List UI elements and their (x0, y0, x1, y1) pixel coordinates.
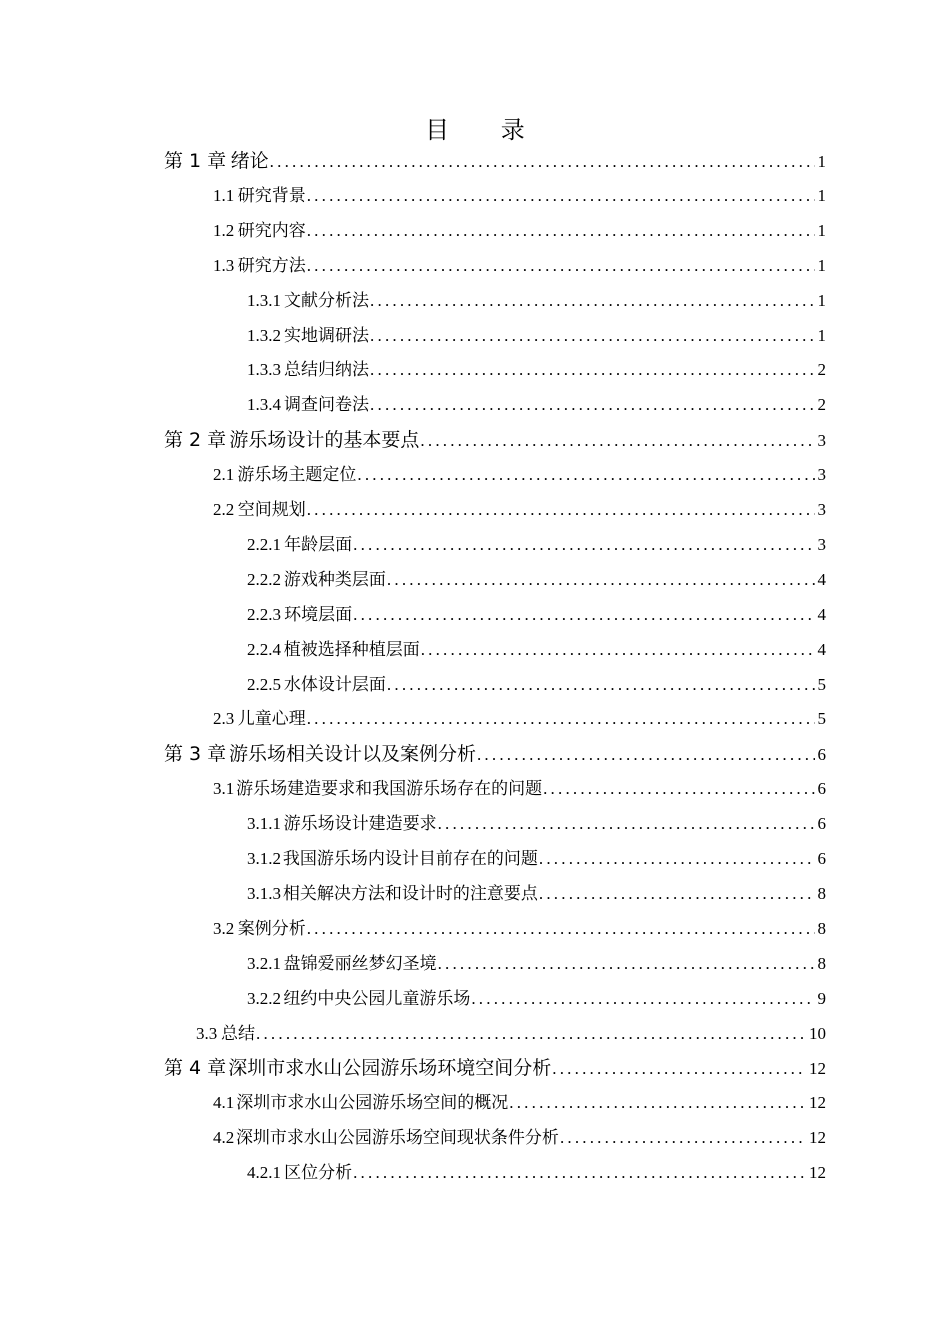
dot-leader (438, 954, 815, 973)
toc-entry-page: 1 (817, 186, 826, 205)
toc-entry[interactable] (247, 530, 826, 554)
dot-leader (357, 465, 814, 484)
toc-entry[interactable] (213, 704, 826, 728)
toc-entry-page: 6 (817, 745, 826, 764)
toc-entry[interactable] (196, 1019, 826, 1043)
toc-entry-page: 3 (817, 465, 826, 484)
dot-leader (370, 326, 814, 345)
toc-entry-number: 1.3 (213, 256, 235, 275)
toc-entry-number: 4.2 (213, 1128, 235, 1147)
toc-entry-title: 游乐场设计的基本要点 (229, 429, 420, 451)
toc-entry[interactable] (213, 460, 826, 484)
dot-leader (421, 640, 815, 659)
toc-entry-title: 文献分析法 (284, 291, 370, 310)
dot-leader (387, 675, 815, 694)
toc-entry-number: 3.3 (196, 1024, 218, 1043)
dot-leader (307, 186, 815, 205)
toc-entry-title: 区位分析 (284, 1163, 353, 1182)
toc-entry[interactable] (164, 1053, 826, 1079)
toc-entry-number: 3.2.2 (247, 989, 281, 1008)
dot-leader (509, 1093, 806, 1112)
toc-entry-number: 3.2 (213, 919, 235, 938)
toc-entry[interactable] (247, 879, 826, 903)
dot-leader (552, 1059, 806, 1079)
toc-entry[interactable] (164, 425, 826, 451)
toc-entry-page: 12 (809, 1059, 826, 1078)
toc-entry-number: 1.1 (213, 186, 235, 205)
dot-leader (438, 814, 815, 833)
toc-entry-title: 水体设计层面 (283, 675, 386, 694)
toc-entry[interactable] (247, 355, 826, 379)
toc-entry[interactable] (164, 739, 826, 765)
toc-entry-title: 绪论 (230, 150, 269, 172)
toc-entry-title: 我国游乐场内设计目前存在的问题 (282, 849, 538, 868)
toc-entry-page: 2 (817, 395, 826, 414)
toc-entry-number: 1.3.1 (247, 291, 281, 310)
toc-entry-page: 1 (817, 291, 826, 310)
toc-entry-page: 6 (817, 779, 826, 798)
toc-entry-title: 游乐场设计建造要求 (283, 814, 437, 833)
toc-entry-title: 深圳市求水山公园游乐场环境空间分析 (228, 1057, 552, 1079)
toc-entry-title: 年龄层面 (284, 535, 353, 554)
dot-leader (270, 152, 815, 172)
toc-entry-number: 2.2 (213, 500, 235, 519)
toc-entry[interactable] (247, 321, 826, 345)
toc-entry-page: 8 (817, 954, 826, 973)
dot-leader (471, 989, 814, 1008)
toc-entry-number: 3.1.2 (247, 849, 281, 868)
toc-entry-number: 1.3.4 (247, 395, 281, 414)
toc-entry-number: 第 2 章 (164, 429, 227, 451)
toc-entry-number: 2.1 (213, 465, 235, 484)
dot-leader (307, 221, 815, 240)
toc-entry-number: 3.2.1 (247, 954, 281, 973)
dot-leader (353, 535, 814, 554)
toc-entry[interactable] (247, 1158, 826, 1182)
toc-entry[interactable] (213, 1088, 826, 1112)
toc-entry[interactable] (247, 390, 826, 414)
toc-entry-number: 1.3.3 (247, 360, 281, 379)
toc-entry-page: 12 (809, 1163, 826, 1182)
toc-entry[interactable] (247, 949, 826, 973)
toc-entry-page: 3 (817, 431, 826, 450)
toc-entry[interactable] (213, 251, 826, 275)
dot-leader (387, 570, 815, 589)
toc-entry-title: 儿童心理 (237, 709, 306, 728)
toc-entry-page: 6 (817, 814, 826, 833)
toc-entry-title: 纽约中央公园儿童游乐场 (283, 989, 471, 1008)
toc-entry-title: 植被选择种植层面 (283, 640, 420, 659)
toc-entry[interactable] (213, 495, 826, 519)
toc-entry-number: 2.2.4 (247, 640, 281, 659)
toc-entry-page: 1 (817, 152, 826, 171)
toc-entry-page: 1 (817, 221, 826, 240)
dot-leader (370, 395, 814, 414)
toc-entry-number: 3.1.3 (247, 884, 281, 903)
toc-entry[interactable] (213, 914, 826, 938)
toc-entry-title: 环境层面 (284, 605, 353, 624)
toc-entry-page: 10 (809, 1024, 826, 1043)
toc-entry-title: 案例分析 (237, 919, 306, 938)
dot-leader (539, 884, 815, 903)
dot-leader (307, 709, 815, 728)
toc-entry-page: 3 (817, 535, 826, 554)
toc-entry-page: 4 (817, 570, 826, 589)
toc-entry-number: 3.1.1 (247, 814, 281, 833)
toc-entry-page: 4 (817, 605, 826, 624)
dot-leader (307, 919, 815, 938)
toc-entry-page: 12 (809, 1093, 826, 1112)
toc-entry[interactable] (247, 984, 826, 1008)
toc-entry-number: 3.1 (213, 779, 235, 798)
dot-leader (370, 291, 814, 310)
dot-leader (560, 1128, 806, 1147)
toc-entry-number: 2.2.2 (247, 570, 281, 589)
toc-entry-number: 2.2.3 (247, 605, 281, 624)
toc-entry-title: 总结归纳法 (284, 360, 370, 379)
toc-entry[interactable] (247, 286, 826, 310)
toc-entry-number: 2.3 (213, 709, 235, 728)
toc-entry[interactable] (213, 216, 826, 240)
toc-entry-page: 6 (817, 849, 826, 868)
toc-entry-title: 深圳市求水山公园游乐场空间的概况 (236, 1093, 509, 1112)
toc-entry-title: 游戏种类层面 (283, 570, 386, 589)
toc-entry[interactable] (247, 670, 826, 694)
toc-entry-title: 总结 (221, 1024, 256, 1043)
toc-entry[interactable] (164, 146, 826, 172)
toc-entry[interactable] (213, 181, 826, 205)
dot-leader (307, 256, 815, 275)
toc-entry[interactable] (247, 844, 826, 868)
toc-entry-number: 2.2.5 (247, 675, 281, 694)
toc-entry[interactable] (247, 635, 826, 659)
toc-entry-page: 5 (817, 675, 826, 694)
dot-leader (420, 431, 814, 451)
toc-entry-title: 游乐场主题定位 (237, 465, 357, 484)
toc-entry-number: 第 1 章 (164, 150, 227, 172)
toc-entry-page: 8 (817, 884, 826, 903)
toc-entry-title: 深圳市求水山公园游乐场空间现状条件分析 (235, 1128, 559, 1147)
toc-entry-number: 4.2.1 (247, 1163, 281, 1182)
toc-entry-page: 12 (809, 1128, 826, 1147)
toc-entry-number: 1.2 (213, 221, 235, 240)
toc-entry[interactable] (213, 774, 826, 798)
toc-entry-title: 游乐场相关设计以及案例分析 (228, 743, 476, 765)
toc-entry-page: 1 (817, 256, 826, 275)
dot-leader (307, 500, 815, 519)
dot-leader (370, 360, 814, 379)
toc-entry-title: 研究方法 (237, 256, 306, 275)
toc-entry-title: 研究内容 (237, 221, 306, 240)
toc-entry[interactable] (247, 809, 826, 833)
toc-entry-number: 2.2.1 (247, 535, 281, 554)
dot-leader (256, 1024, 806, 1043)
toc-entry-title: 实地调研法 (284, 326, 370, 345)
toc-entry-number: 第 4 章 (164, 1057, 227, 1079)
dot-leader (477, 745, 815, 765)
toc-entry-page: 3 (817, 500, 826, 519)
toc-entry-title: 调查问卷法 (284, 395, 370, 414)
toc-entry-number: 1.3.2 (247, 326, 281, 345)
toc-entry[interactable] (247, 565, 826, 589)
toc-entry-page: 1 (817, 326, 826, 345)
toc-entry[interactable] (213, 1123, 826, 1147)
toc-entry-page: 9 (817, 989, 826, 1008)
toc-entry-page: 4 (817, 640, 826, 659)
toc-entry-title: 空间规划 (237, 500, 306, 519)
toc-entry-number: 第 3 章 (164, 743, 227, 765)
toc-entry-title: 盘锦爱丽丝梦幻圣境 (283, 954, 437, 973)
toc-entry-title: 研究背景 (237, 186, 306, 205)
dot-leader (353, 1163, 806, 1182)
toc-entry-page: 5 (817, 709, 826, 728)
toc-entry-page: 8 (817, 919, 826, 938)
toc-entry-page: 2 (817, 360, 826, 379)
toc-entry-title: 相关解决方法和设计时的注意要点 (282, 884, 538, 903)
toc-entry[interactable] (247, 600, 826, 624)
dot-leader (353, 605, 814, 624)
dot-leader (539, 849, 815, 868)
toc-entry-number: 4.1 (213, 1093, 235, 1112)
dot-leader (543, 779, 814, 798)
toc-title: 目 录 (425, 116, 547, 144)
toc-entry-title: 游乐场建造要求和我国游乐场存在的问题 (236, 779, 543, 798)
